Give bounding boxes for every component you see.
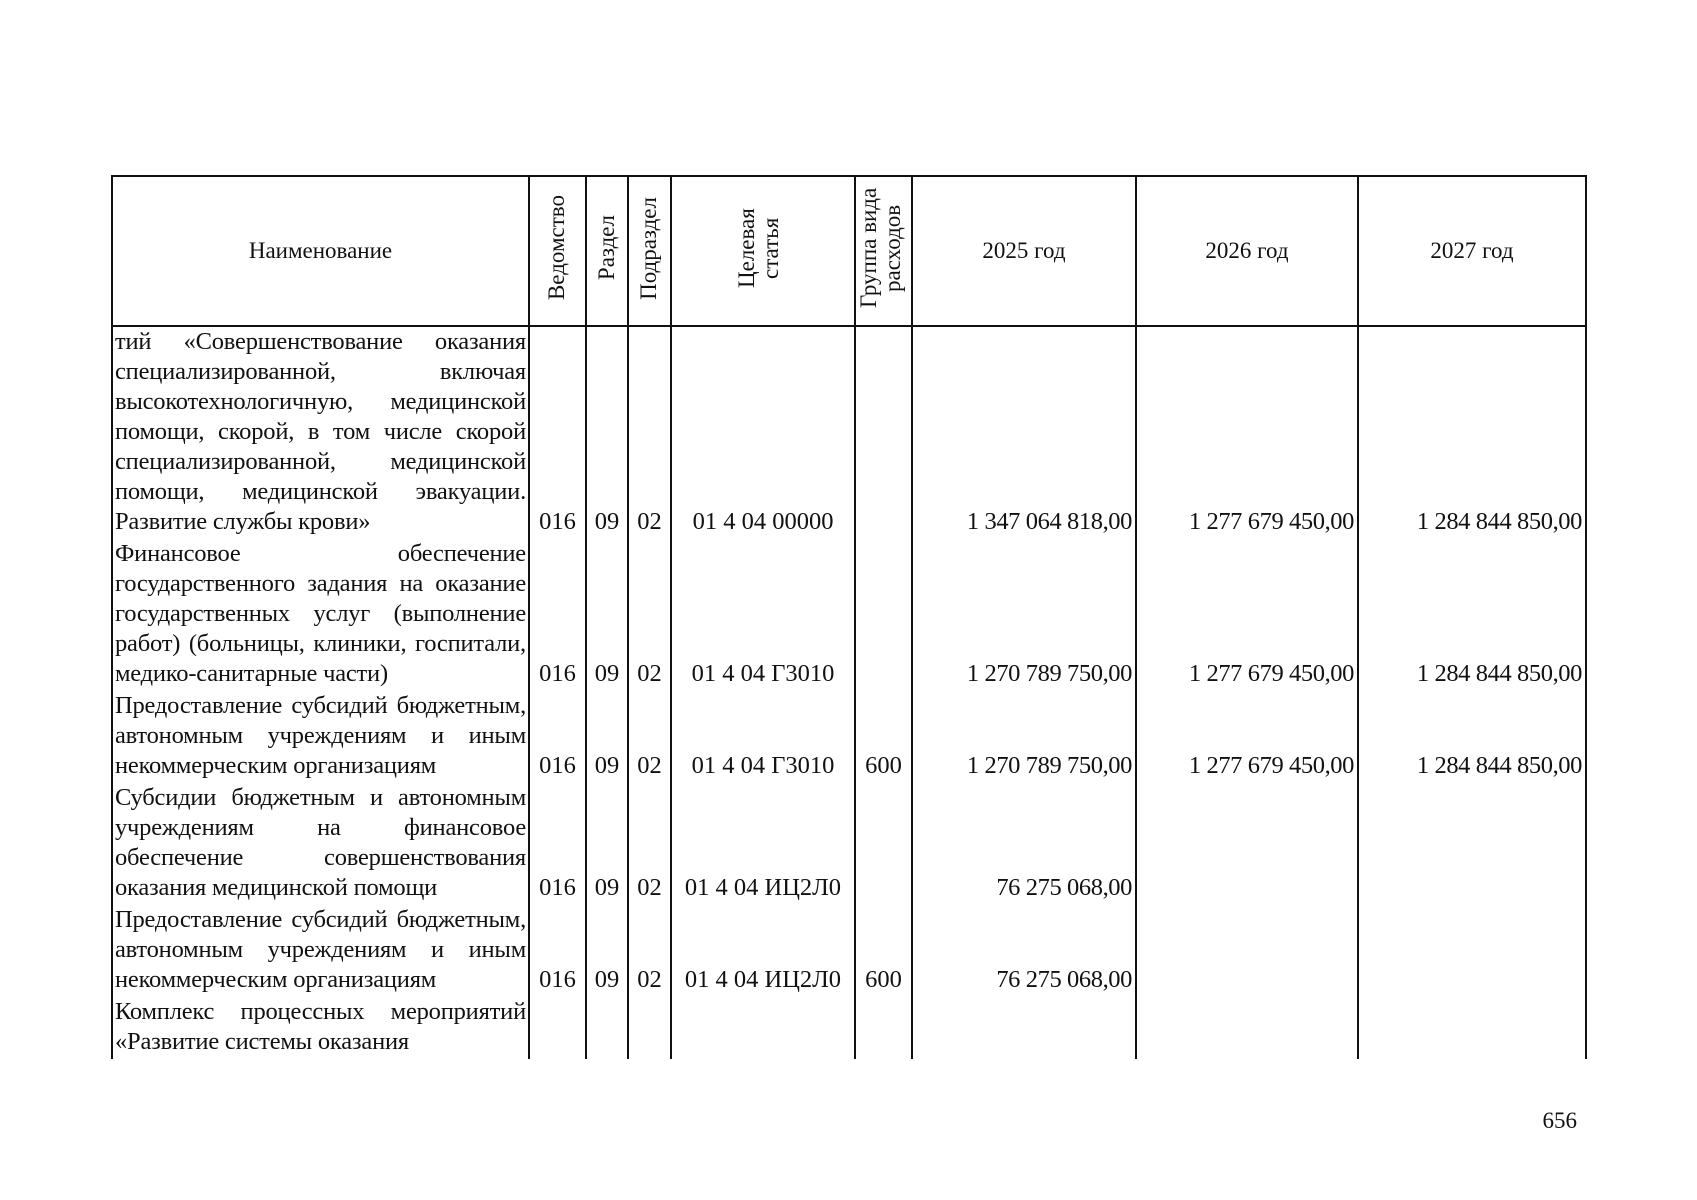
row-razdel: 09 — [586, 905, 628, 997]
row-podrazdel: 02 — [628, 539, 671, 691]
row-2027: 1 284 844 850,00 — [1358, 326, 1586, 539]
table-row — [112, 783, 1586, 905]
header-gruppa: Группа вида расходов — [855, 176, 912, 326]
row-vedomstvo: 016 — [529, 905, 586, 997]
row-vedomstvo: 016 — [529, 783, 586, 905]
header-row — [112, 176, 1586, 326]
row-2025: 1 270 789 750,00 — [912, 539, 1136, 691]
row-celevaya: 01 4 04 ИЦ2Л0 — [671, 905, 855, 997]
budget-table — [111, 175, 1587, 1059]
row-podrazdel: 02 — [628, 691, 671, 783]
row-celevaya: 01 4 04 ИЦ2Л0 — [671, 783, 855, 905]
table-row — [112, 997, 1586, 1059]
row-vedomstvo: 016 — [529, 691, 586, 783]
row-podrazdel: 02 — [628, 905, 671, 997]
row-2026: 1 277 679 450,00 — [1136, 326, 1358, 539]
row-2026 — [1136, 783, 1358, 905]
row-vedomstvo: 016 — [529, 326, 586, 539]
row-2027 — [1358, 997, 1586, 1059]
row-celevaya: 01 4 04 Г3010 — [671, 691, 855, 783]
row-vedomstvo — [529, 997, 586, 1059]
header-podrazdel: Подраздел — [628, 176, 671, 326]
header-vedomstvo: Ведомство — [529, 176, 586, 326]
row-2026: 1 277 679 450,00 — [1136, 691, 1358, 783]
header-name: Наименование — [112, 176, 529, 326]
row-2025: 76 275 068,00 — [912, 905, 1136, 997]
row-gruppa — [855, 326, 912, 539]
table-row — [112, 905, 1586, 997]
row-podrazdel: 02 — [628, 326, 671, 539]
row-razdel: 09 — [586, 691, 628, 783]
row-name: Предоставление субсидий бюджетным, автономным учреждениям и иным некоммерческим организациям — [112, 905, 529, 997]
row-2026 — [1136, 905, 1358, 997]
row-celevaya: 01 4 04 Г3010 — [671, 539, 855, 691]
table-row — [112, 539, 1586, 691]
page-number: 656 — [1542, 1108, 1577, 1133]
row-gruppa: 600 — [855, 905, 912, 997]
row-gruppa — [855, 997, 912, 1059]
header-razdel: Раздел — [586, 176, 628, 326]
row-2027 — [1358, 905, 1586, 997]
row-2026 — [1136, 997, 1358, 1059]
row-podrazdel — [628, 997, 671, 1059]
row-razdel: 09 — [586, 326, 628, 539]
row-name: Комплекс процессных мероприятий «Развитие системы оказания — [112, 997, 529, 1059]
row-celevaya — [671, 997, 855, 1059]
table-row — [112, 326, 1586, 539]
row-2027: 1 284 844 850,00 — [1358, 539, 1586, 691]
row-podrazdel: 02 — [628, 783, 671, 905]
row-2025: 1 270 789 750,00 — [912, 691, 1136, 783]
row-2026: 1 277 679 450,00 — [1136, 539, 1358, 691]
row-razdel — [586, 997, 628, 1059]
row-2027: 1 284 844 850,00 — [1358, 691, 1586, 783]
row-name: Финансовое обеспечение государственного задания на оказание государственных услуг (выполнение работ) (больницы, клиники, госпитали, медико-санитарные части) — [112, 539, 529, 691]
header-2025: 2025 год — [912, 176, 1136, 326]
row-2025 — [912, 997, 1136, 1059]
row-name: Предоставление субсидий бюджетным, автономным учреждениям и иным некоммерческим организациям — [112, 691, 529, 783]
row-name: Субсидии бюджетным и автономным учреждениям на финансовое обеспечение совершенствования оказания медицинской помощи — [112, 783, 529, 905]
row-gruppa: 600 — [855, 691, 912, 783]
row-celevaya: 01 4 04 00000 — [671, 326, 855, 539]
header-2027: 2027 год — [1358, 176, 1586, 326]
row-2025: 76 275 068,00 — [912, 783, 1136, 905]
row-razdel: 09 — [586, 539, 628, 691]
row-vedomstvo: 016 — [529, 539, 586, 691]
row-2025: 1 347 064 818,00 — [912, 326, 1136, 539]
header-celevaya: Целевая статья — [671, 176, 855, 326]
row-gruppa — [855, 539, 912, 691]
row-name: тий «Совершенствование оказания специализированной, включая высокотехнологичную, медицинской помощи, скорой, в том числе скорой специализированной, медицинской помощи, медицинской эвакуации. Развитие службы крови» — [112, 326, 529, 539]
row-gruppa — [855, 783, 912, 905]
row-razdel: 09 — [586, 783, 628, 905]
table-row — [112, 691, 1586, 783]
row-2027 — [1358, 783, 1586, 905]
header-2026: 2026 год — [1136, 176, 1358, 326]
